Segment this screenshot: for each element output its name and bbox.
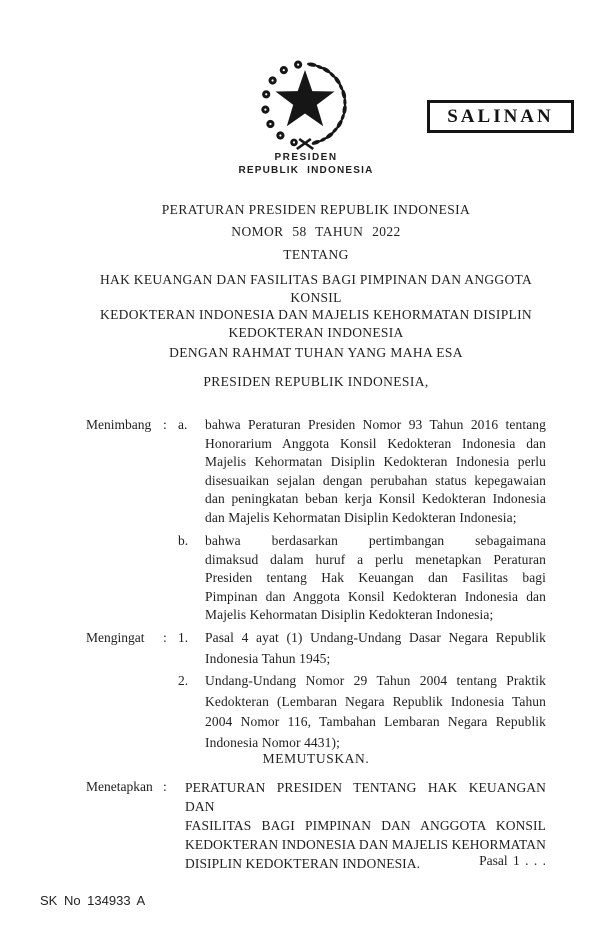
- decision-text: PERATURAN PRESIDEN TENTANG HAK KEUANGAN DAN FASILITAS BAGI PIMPINAN DAN ANGGOTA KONSIL KEDOKTERAN INDONESIA DAN MAJELIS KEHORMATAN DISIPLIN KEDOKTERAN INDONESIA.: [185, 780, 546, 871]
- regulation-title-line: PERATURAN PRESIDEN REPUBLIK INDONESIA: [161, 202, 471, 217]
- authority-line: PRESIDEN REPUBLIK INDONESIA,: [203, 374, 429, 389]
- salinan-stamp-label: SALINAN: [447, 105, 554, 127]
- item-text: Pasal 4 ayat (1) Undang-Undang Dasar Negara Republik Indonesia Tahun 1945;: [205, 630, 546, 666]
- legal-basis-clause: [86, 628, 546, 753]
- item-marker: 2.: [178, 673, 189, 688]
- letterhead-presiden: PRESIDEN: [274, 152, 338, 163]
- legal-basis-item-2: [178, 671, 546, 753]
- regulation-number-line: NOMOR 58 TAHUN 2022: [231, 224, 401, 239]
- consideration-item-a: [178, 416, 546, 527]
- legal-basis-label: Mengingat: [86, 630, 145, 645]
- item-text: bahwa berdasarkan pertimbangan sebagaimana dimaksud dalam huruf a perlu menetapkan Peraturan Presiden tentang Hak Keuangan dan Fasilitas bagi Pimpinan dan Anggota Konsil Kedokteran Indonesia dan Majelis Kehormatan Disiplin Kedokteran Indonesia;: [205, 533, 546, 622]
- considerations-clause: [86, 416, 546, 625]
- presidential-emblem-icon: [258, 58, 354, 150]
- item-marker: a.: [178, 417, 188, 432]
- regulation-subject: HAK KEUANGAN DAN FASILITAS BAGI PIMPINAN DAN ANGGOTA KONSIL KEDOKTERAN INDONESIA DAN MAJELIS KEHORMATAN DISIPLIN KEDOKTERAN INDONESIA: [99, 272, 533, 340]
- legal-basis-item-1: [178, 628, 546, 669]
- decision-heading: MEMUTUSKAN.: [262, 751, 370, 766]
- page-continuation-marker: Pasal 1 . . .: [479, 853, 546, 868]
- salinan-stamp: [427, 100, 574, 133]
- consideration-item-b: [178, 532, 546, 625]
- legal-basis-separator: :: [163, 630, 167, 645]
- item-marker: 1.: [178, 630, 189, 645]
- invocation-line: DENGAN RAHMAT TUHAN YANG MAHA ESA: [169, 345, 463, 360]
- considerations-label: Menimbang: [86, 417, 152, 432]
- tentang-line: TENTANG: [283, 247, 349, 262]
- item-marker: b.: [178, 533, 189, 548]
- decision-separator: :: [163, 779, 167, 794]
- doc-control-number: SK No 134933 A: [40, 893, 146, 908]
- item-text: Undang-Undang Nomor 29 Tahun 2004 tentang Praktik Kedokteran (Lembaran Negara Republik Indonesia Tahun 2004 Nomor 116, Tambahan Lembaran Negara Republik Indonesia Nomor 4431);: [205, 673, 546, 750]
- decision-label: Menetapkan: [86, 779, 153, 794]
- title-block: [86, 203, 546, 341]
- item-text: bahwa Peraturan Presiden Nomor 93 Tahun 2016 tentang Honorarium Anggota Konsil Kedokteran Indonesia dan Majelis Kehormatan Disiplin Kedokteran Indonesia perlu disesuaikan sejalan dengan perubahan status kepegawaian dan peningkatan beban kerja Konsil Kedokteran Indonesia dan Majelis Kehormatan Disiplin Kedokteran Indonesia;: [205, 417, 546, 525]
- letterhead-republik-indonesia: REPUBLIK INDONESIA: [238, 165, 374, 176]
- considerations-separator: :: [163, 417, 167, 432]
